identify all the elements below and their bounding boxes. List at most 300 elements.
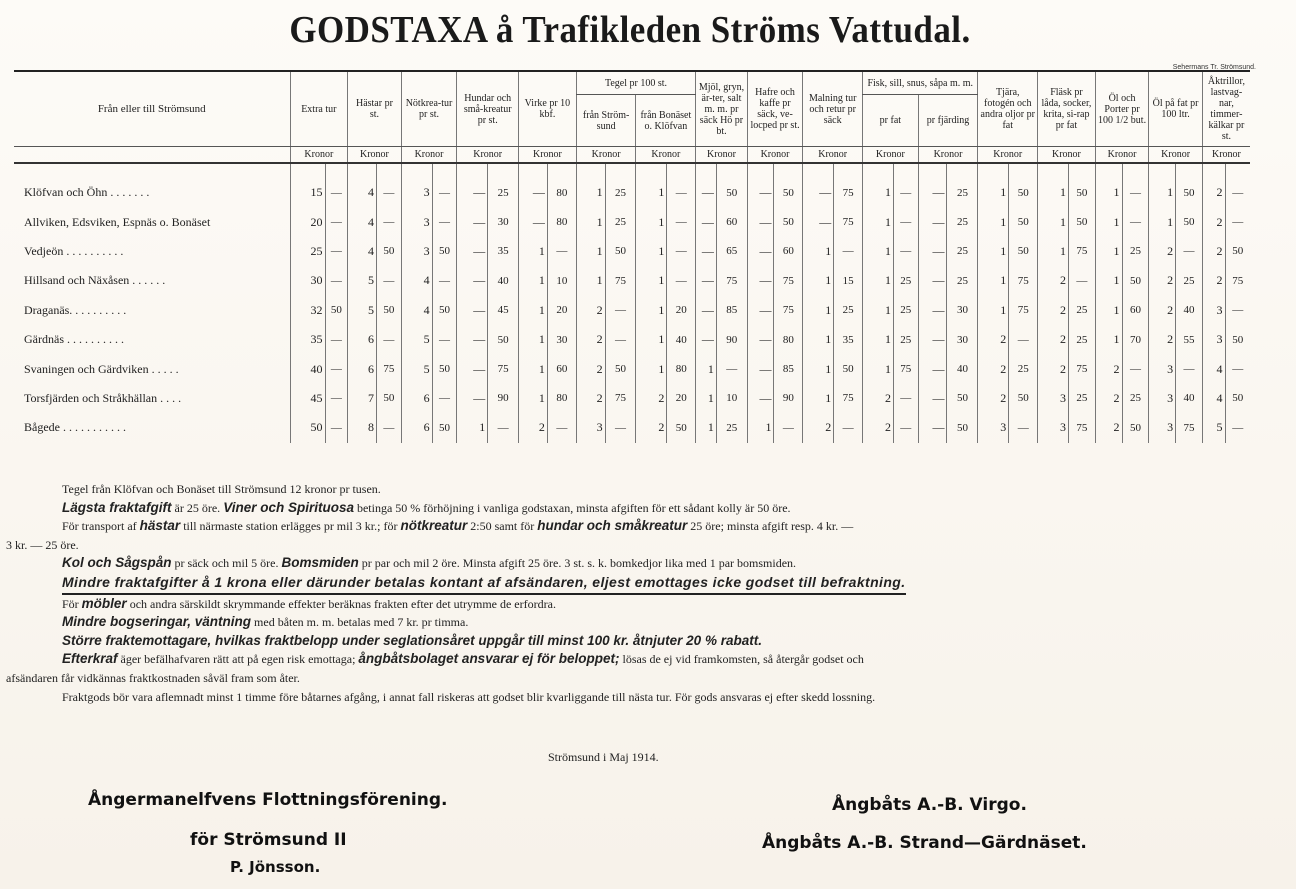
cell-ore: 40 (488, 266, 519, 295)
cell-kronor: 35 (290, 325, 325, 354)
cell-kronor: 2 (1038, 325, 1069, 354)
cell-ore: — (325, 163, 348, 207)
cell-kronor: 1 (1149, 163, 1176, 207)
cell-ore: 40 (947, 354, 978, 383)
cell-kronor: — (457, 163, 488, 207)
cell-kronor: 2 (1149, 296, 1176, 325)
cell-kronor: 2 (636, 384, 667, 413)
cell-kronor: 6 (401, 384, 432, 413)
cell-ore: — (547, 237, 576, 266)
cell-ore: — (605, 413, 636, 442)
cell-ore: 50 (667, 413, 696, 442)
cell-ore: 25 (893, 266, 918, 295)
cell-ore: 85 (774, 354, 803, 383)
table-row (14, 413, 1250, 442)
cell-kronor: 1 (696, 413, 717, 442)
unit-label: Kronor (918, 147, 978, 164)
note-kol: Kol och Sågspån pr säck och mil 5 öre. Bomsmiden pr par och mil 2 öre. Minsta afgift 25 öre. 3 st. s. k. bomkedjor lika med 1 par bomsmiden. (62, 555, 797, 571)
cell-kronor: — (457, 384, 488, 413)
sub-header-fisk-fat: pr fat (863, 95, 919, 147)
cell-ore: 75 (716, 266, 747, 295)
cell-kronor: 3 (401, 237, 432, 266)
cell-kronor: 6 (348, 354, 377, 383)
cell-ore: 75 (834, 384, 863, 413)
unit-label: Kronor (696, 147, 748, 164)
table-row (14, 325, 1250, 354)
cell-kronor: 6 (348, 325, 377, 354)
place-header: Från eller till Strömsund (14, 71, 290, 147)
unit-label: Kronor (457, 147, 519, 164)
note-efterkraf: Efterkraf äger befälhafvaren rätt att på egen risk emottaga; ångbåtsbolaget ansvarar ej för beloppet; lösas de ej vid framkomsten, så återgår godset och (62, 651, 864, 667)
cell-ore: — (667, 237, 696, 266)
cell-ore: 50 (1122, 266, 1149, 295)
cell-kronor: 3 (1149, 413, 1176, 442)
cell-ore: — (1122, 163, 1149, 207)
cell-kronor: 1 (863, 354, 894, 383)
cell-kronor: — (457, 237, 488, 266)
cell-kronor: 2 (1149, 266, 1176, 295)
note-transport-cont: 3 kr. — 25 öre. (6, 537, 79, 552)
cell-kronor: — (918, 413, 947, 442)
cell-kronor: — (457, 207, 488, 236)
cell-ore: — (1069, 266, 1096, 295)
unit-label: Kronor (290, 147, 348, 164)
cell-kronor: — (696, 296, 717, 325)
cell-kronor: 25 (290, 237, 325, 266)
cell-kronor: 2 (978, 384, 1009, 413)
cell-ore: — (377, 325, 402, 354)
cell-ore: 50 (1122, 413, 1149, 442)
cell-ore: — (893, 207, 918, 236)
cell-kronor: 1 (636, 163, 667, 207)
cell-kronor: 1 (519, 266, 548, 295)
cell-kronor: 1 (519, 384, 548, 413)
cell-kronor: 1 (519, 237, 548, 266)
cell-kronor: 1 (1038, 207, 1069, 236)
cell-ore: — (547, 413, 576, 442)
cell-kronor: 4 (401, 266, 432, 295)
cell-kronor: 3 (1202, 325, 1225, 354)
cell-kronor: 1 (978, 266, 1009, 295)
cell-kronor: 2 (863, 384, 894, 413)
cell-kronor: 2 (519, 413, 548, 442)
cell-ore: — (716, 354, 747, 383)
cell-ore: — (325, 207, 348, 236)
col-header-malning: Malning tur och retur pr säck (803, 71, 863, 147)
cell-kronor: 1 (1095, 296, 1122, 325)
cell-ore: 25 (947, 266, 978, 295)
cell-kronor: 2 (1095, 384, 1122, 413)
cell-kronor: 45 (290, 384, 325, 413)
cell-kronor: — (747, 237, 774, 266)
unit-label: Kronor (747, 147, 803, 164)
cell-ore: — (1225, 296, 1250, 325)
cell-kronor: 15 (290, 163, 325, 207)
tariff-table (14, 70, 1250, 443)
cell-ore: 75 (834, 163, 863, 207)
cell-kronor: 1 (696, 354, 717, 383)
note-tegel: Tegel från Klöfvan och Bonäset till Strömsund 12 kronor pr tusen. (62, 482, 381, 496)
cell-ore: — (1122, 207, 1149, 236)
cell-ore: — (432, 325, 457, 354)
cell-ore: 90 (488, 384, 519, 413)
cell-kronor: 6 (401, 413, 432, 442)
cell-kronor: 2 (636, 413, 667, 442)
cell-kronor: 1 (747, 413, 774, 442)
cell-ore: 10 (716, 384, 747, 413)
cell-kronor: 1 (978, 296, 1009, 325)
cell-kronor: 1 (978, 237, 1009, 266)
unit-label: Kronor (1149, 147, 1203, 164)
cell-ore: 50 (432, 237, 457, 266)
cell-ore: — (893, 163, 918, 207)
unit-label: Kronor (978, 147, 1038, 164)
cell-ore: 40 (1176, 384, 1203, 413)
cell-ore: — (325, 413, 348, 442)
cell-kronor: 1 (803, 266, 834, 295)
cell-kronor: 2 (863, 413, 894, 442)
col-header-flask: Fläsk pr låda, socker, krita, si-rap pr fat (1038, 71, 1096, 147)
row-place: Vedjeön . . . . . . . . . . (24, 243, 124, 258)
cell-kronor: — (918, 266, 947, 295)
cell-ore: 50 (774, 207, 803, 236)
cell-ore: — (432, 384, 457, 413)
cell-kronor: 1 (803, 325, 834, 354)
cell-kronor: 1 (576, 237, 605, 266)
cell-ore: — (834, 237, 863, 266)
col-header-aktrillor: Åktrillor, lastvag-nar, timmer-kälkar pr st. (1202, 71, 1250, 147)
cell-kronor: 2 (1038, 296, 1069, 325)
cell-kronor: 3 (1149, 354, 1176, 383)
cell-kronor: 5 (1202, 413, 1225, 442)
cell-kronor: 3 (401, 163, 432, 207)
unit-label: Kronor (348, 147, 402, 164)
cell-kronor: — (696, 325, 717, 354)
cell-ore: — (377, 413, 402, 442)
signature-stromsund: för Strömsund II (190, 830, 347, 850)
cell-ore: 75 (488, 354, 519, 383)
cell-kronor: 2 (576, 354, 605, 383)
cell-kronor: 1 (576, 207, 605, 236)
cell-ore: 75 (774, 296, 803, 325)
cell-ore: 75 (377, 354, 402, 383)
note-fraktgods: Fraktgods bör vara aflemnadt minst 1 timme före båtarnes afgång, i annat fall riskeras att godset blir kvarliggande till nästa tur. För gods ansvaras ej efter skedd lossning. (62, 689, 876, 704)
cell-ore: 25 (488, 163, 519, 207)
cell-kronor: — (747, 163, 774, 207)
note-lagsta: Lägsta fraktafgift är 25 öre. Viner och Spirituosa betinga 50 % förhöjning i vanliga godstaxan, minsta afgiften för ett sådant kolly är 50 öre. (62, 499, 791, 515)
cell-kronor: 5 (348, 266, 377, 295)
cell-kronor: — (918, 296, 947, 325)
cell-kronor: 3 (1038, 384, 1069, 413)
cell-kronor: — (747, 207, 774, 236)
cell-kronor: 1 (1095, 237, 1122, 266)
cell-ore: 45 (488, 296, 519, 325)
cell-ore: 25 (1122, 384, 1149, 413)
cell-ore: 90 (774, 384, 803, 413)
cell-ore: — (432, 266, 457, 295)
row-place: Svaningen och Gärdviken . . . . . (24, 361, 179, 376)
cell-kronor: 1 (1095, 207, 1122, 236)
cell-kronor: 1 (519, 296, 548, 325)
cell-kronor: 2 (1038, 354, 1069, 383)
cell-kronor: 1 (636, 207, 667, 236)
cell-kronor: — (457, 354, 488, 383)
cell-ore: — (377, 266, 402, 295)
cell-kronor: — (918, 354, 947, 383)
cell-kronor: — (918, 207, 947, 236)
cell-ore: — (893, 384, 918, 413)
cell-kronor: 1 (519, 325, 548, 354)
cell-ore: — (1009, 325, 1038, 354)
document-date: Strömsund i Maj 1914. (548, 750, 659, 764)
cell-ore: 75 (1069, 413, 1096, 442)
cell-kronor: — (918, 237, 947, 266)
cell-ore: 50 (432, 413, 457, 442)
cell-kronor: 1 (803, 354, 834, 383)
cell-ore: 50 (377, 384, 402, 413)
cell-kronor: — (803, 163, 834, 207)
cell-kronor: 1 (863, 325, 894, 354)
cell-kronor: 1 (1149, 207, 1176, 236)
cell-kronor: — (696, 237, 717, 266)
cell-kronor: 20 (290, 207, 325, 236)
cell-ore: 25 (947, 163, 978, 207)
cell-ore: — (605, 296, 636, 325)
cell-ore: 20 (547, 296, 576, 325)
cell-ore: 50 (1009, 163, 1038, 207)
col-header-hundar: Hundar och små-kreatur pr st. (457, 71, 519, 147)
cell-kronor: 4 (348, 237, 377, 266)
cell-ore: 35 (834, 325, 863, 354)
document-title: GODSTAXA å Trafikleden Ströms Vattudal. (289, 9, 971, 51)
cell-kronor: 2 (1149, 325, 1176, 354)
cell-kronor: 3 (401, 207, 432, 236)
cell-kronor: — (457, 266, 488, 295)
cell-ore: — (1176, 237, 1203, 266)
cell-ore: 25 (893, 296, 918, 325)
cell-ore: 50 (1009, 207, 1038, 236)
cell-ore: 25 (947, 207, 978, 236)
cell-ore: 60 (716, 207, 747, 236)
cell-kronor: 1 (978, 207, 1009, 236)
cell-kronor: 2 (803, 413, 834, 442)
cell-ore: 50 (488, 325, 519, 354)
cell-ore: 35 (488, 237, 519, 266)
cell-ore: — (667, 266, 696, 295)
signature-flottningsforening: Ångermanelfvens Flottningsförening. (88, 790, 448, 810)
cell-ore: — (834, 413, 863, 442)
cell-kronor: 1 (1095, 266, 1122, 295)
cell-ore: 50 (605, 354, 636, 383)
col-header-notkreatur: Nötkrea-tur pr st. (401, 71, 457, 147)
cell-ore: — (377, 207, 402, 236)
cell-kronor: 3 (1038, 413, 1069, 442)
table-row (14, 237, 1250, 266)
cell-kronor: 1 (519, 354, 548, 383)
table-row (14, 384, 1250, 413)
cell-ore: 90 (716, 325, 747, 354)
cell-kronor: 32 (290, 296, 325, 325)
cell-ore: 50 (1176, 163, 1203, 207)
cell-kronor: 4 (348, 207, 377, 236)
cell-kronor: 5 (401, 354, 432, 383)
cell-ore: 50 (432, 296, 457, 325)
cell-ore: 50 (377, 237, 402, 266)
cell-ore: 50 (947, 413, 978, 442)
cell-kronor: — (696, 207, 717, 236)
cell-ore: 50 (1225, 237, 1250, 266)
unit-label: Kronor (1202, 147, 1250, 164)
cell-ore: 15 (834, 266, 863, 295)
cell-kronor: 2 (978, 354, 1009, 383)
row-place: Hillsand och Näxåsen . . . . . . (24, 273, 166, 288)
cell-ore: 50 (1225, 325, 1250, 354)
unit-label: Kronor (803, 147, 863, 164)
cell-kronor: — (747, 266, 774, 295)
note-rabatt: Större fraktemottagare, hvilkas fraktbelopp under seglationsåret uppgår till minst 100 kr. åtnjuter 20 % rabatt. (62, 632, 762, 648)
cell-kronor: 1 (978, 163, 1009, 207)
cell-kronor: 30 (290, 266, 325, 295)
cell-ore: — (432, 207, 457, 236)
cell-kronor: — (696, 163, 717, 207)
cell-ore: 40 (1176, 296, 1203, 325)
cell-ore: 25 (605, 207, 636, 236)
cell-kronor: 1 (576, 266, 605, 295)
cell-kronor: 3 (1202, 296, 1225, 325)
row-place: Bågede . . . . . . . . . . . (24, 420, 126, 435)
cell-ore: 75 (774, 266, 803, 295)
row-place: Draganäs. . . . . . . . . . (24, 302, 127, 317)
table-row (14, 296, 1250, 325)
tariff-body (14, 163, 1250, 443)
cell-ore: — (325, 325, 348, 354)
cell-ore: 80 (774, 325, 803, 354)
cell-kronor: 1 (803, 237, 834, 266)
col-header-fisk: Fisk, sill, snus, såpa m. m. (863, 71, 978, 95)
cell-kronor: 4 (1202, 354, 1225, 383)
cell-kronor: 2 (1038, 266, 1069, 295)
cell-kronor: — (918, 163, 947, 207)
cell-ore: — (325, 266, 348, 295)
cell-kronor: 2 (576, 325, 605, 354)
cell-kronor: — (519, 207, 548, 236)
cell-kronor: 1 (576, 163, 605, 207)
col-header-tegel: Tegel pr 100 st. (576, 71, 695, 95)
cell-ore: 25 (605, 163, 636, 207)
cell-kronor: — (457, 325, 488, 354)
cell-kronor: 4 (1202, 384, 1225, 413)
cell-kronor: 2 (1095, 413, 1122, 442)
table-header-row (14, 71, 1250, 95)
cell-ore: — (488, 413, 519, 442)
row-place: Allviken, Edsviken, Espnäs o. Bonäset (24, 214, 211, 229)
cell-kronor: 2 (576, 296, 605, 325)
printer-mark: Sehermans Tr. Strömsund. (1172, 64, 1256, 71)
cell-ore: 50 (325, 296, 348, 325)
row-place: Klöfvan och Öhn . . . . . . . (24, 185, 150, 200)
cell-ore: 75 (893, 354, 918, 383)
cell-kronor: 40 (290, 354, 325, 383)
table-row (14, 207, 1250, 236)
cell-ore: 50 (1009, 384, 1038, 413)
cell-kronor: 1 (636, 266, 667, 295)
col-header-tjara: Tjära, fotogén och andra oljor pr fat (978, 71, 1038, 147)
cell-ore: 30 (947, 296, 978, 325)
cell-kronor: 1 (1038, 237, 1069, 266)
cell-ore: 50 (605, 237, 636, 266)
cell-kronor: — (457, 296, 488, 325)
cell-ore: 30 (488, 207, 519, 236)
cell-kronor: 1 (863, 207, 894, 236)
cell-ore: 60 (547, 354, 576, 383)
cell-ore: 50 (774, 163, 803, 207)
row-place: Torsfjärden och Stråkhällan . . . . (24, 390, 182, 405)
cell-ore: 25 (1176, 266, 1203, 295)
cell-kronor: 1 (1095, 325, 1122, 354)
cell-ore: 80 (547, 163, 576, 207)
cell-ore: — (667, 207, 696, 236)
cell-kronor: 1 (803, 296, 834, 325)
cell-ore: 65 (716, 237, 747, 266)
cell-ore: 75 (1069, 237, 1096, 266)
cell-ore: 50 (716, 163, 747, 207)
cell-ore: 25 (947, 237, 978, 266)
cell-ore: 50 (432, 354, 457, 383)
cell-ore: — (1225, 163, 1250, 207)
unit-label: Kronor (636, 147, 696, 164)
cell-ore: 25 (1009, 354, 1038, 383)
cell-kronor: 2 (1202, 207, 1225, 236)
table-row (14, 163, 1250, 207)
cell-kronor: 2 (978, 325, 1009, 354)
cell-kronor: 1 (803, 384, 834, 413)
cell-ore: — (325, 237, 348, 266)
cell-ore: — (667, 163, 696, 207)
cell-kronor: 7 (348, 384, 377, 413)
cell-ore: 25 (893, 325, 918, 354)
cell-ore: — (893, 237, 918, 266)
cell-ore: — (1009, 413, 1038, 442)
cell-ore: 80 (547, 207, 576, 236)
sub-header-fisk-fjarding: pr fjärding (918, 95, 978, 147)
cell-ore: — (1225, 354, 1250, 383)
sub-header-tegel-stromsund: från Ström-sund (576, 95, 636, 147)
cell-ore: 75 (1225, 266, 1250, 295)
note-bogseringar: Mindre bogseringar, väntning med båten m. m. betalas med 7 kr. pr timma. (62, 614, 469, 630)
cell-ore: — (1122, 354, 1149, 383)
cell-ore: 50 (1225, 384, 1250, 413)
cell-kronor: — (918, 384, 947, 413)
cell-ore: 60 (1122, 296, 1149, 325)
cell-kronor: 2 (1149, 237, 1176, 266)
cell-ore: 60 (774, 237, 803, 266)
cell-kronor: 1 (636, 296, 667, 325)
cell-ore: — (1225, 413, 1250, 442)
cell-kronor: 8 (348, 413, 377, 442)
cell-ore: 50 (1009, 237, 1038, 266)
cell-kronor: — (747, 296, 774, 325)
cell-kronor: 1 (1038, 163, 1069, 207)
cell-ore: 25 (1069, 296, 1096, 325)
cell-ore: 75 (1009, 296, 1038, 325)
cell-ore: 85 (716, 296, 747, 325)
cell-kronor: 3 (978, 413, 1009, 442)
cell-kronor: 50 (290, 413, 325, 442)
cell-kronor: 4 (401, 296, 432, 325)
unit-label: Kronor (863, 147, 919, 164)
cell-ore: 75 (834, 207, 863, 236)
cell-ore: 40 (667, 325, 696, 354)
